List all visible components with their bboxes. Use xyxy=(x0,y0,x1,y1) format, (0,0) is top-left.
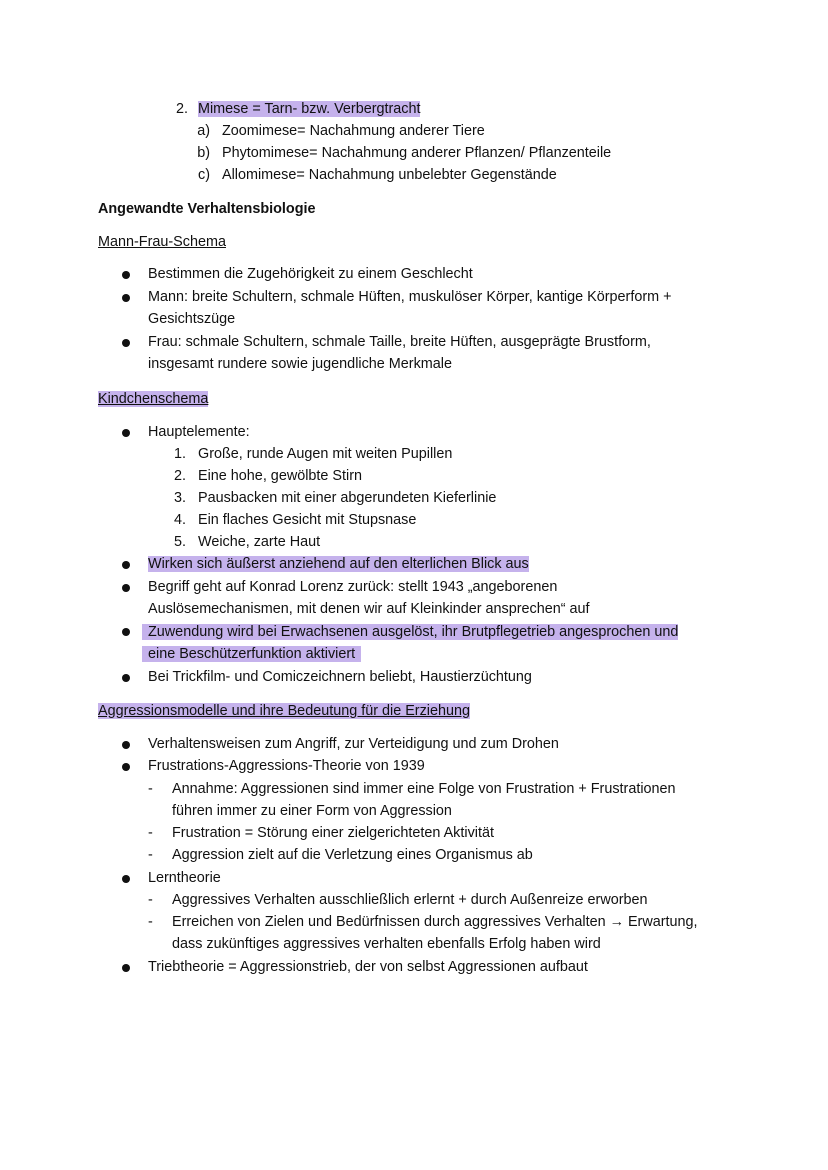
list-number: 5. xyxy=(173,534,186,550)
dash-marker: - xyxy=(148,781,153,797)
list-item: Frustrations-Aggressions-Theorie von 1939 xyxy=(148,758,425,774)
bullet-icon xyxy=(122,674,130,682)
bullet-icon xyxy=(122,964,130,972)
list-item: Eine hohe, gewölbte Stirn xyxy=(198,468,363,484)
list-item: Wirken sich äußerst anziehend auf den elterlichen Blick aus xyxy=(148,556,529,572)
list-item: Zuwendung wird bei Erwachsenen ausgelöst, ihr Brutpflegetrieb angesprochen und xyxy=(142,621,678,643)
list-number: 1. xyxy=(173,446,186,462)
section-heading: Angewandte Verhaltensbiologie xyxy=(98,201,316,217)
sub-item: Aggression zielt auf die Verletzung eines Organismus ab xyxy=(172,847,533,863)
mimese-title: Mimese = Tarn- bzw. Verbergtracht xyxy=(198,101,421,117)
list-number: 2. xyxy=(173,468,186,484)
dash-marker: - xyxy=(148,825,153,841)
dash-marker: - xyxy=(148,914,153,930)
list-item: Bei Trickfilm- und Comiczeichnern beliebt, Haustierzüchtung xyxy=(148,669,532,685)
list-marker: b) xyxy=(197,145,210,161)
list-item: Pausbacken mit einer abgerundeten Kieferlinie xyxy=(198,490,497,506)
bullet-icon xyxy=(122,561,130,569)
list-marker: a) xyxy=(197,123,210,139)
bullet-icon xyxy=(122,429,130,437)
list-number: 2. xyxy=(175,101,188,117)
list-item: Mann: breite Schultern, schmale Hüften, muskulöser Körper, kantige Körperform + xyxy=(148,289,672,305)
list-item: Allomimese= Nachahmung unbelebter Gegenstände xyxy=(222,167,557,183)
list-item: Phytomimese= Nachahmung anderer Pflanzen/ Pflanzenteile xyxy=(222,145,612,161)
bullet-icon xyxy=(122,294,130,302)
sub-item: Frustration = Störung einer zielgerichteten Aktivität xyxy=(172,825,494,841)
dash-marker: - xyxy=(148,847,153,863)
aggression-heading: Aggressionsmodelle und ihre Bedeutung für die Erziehung xyxy=(98,703,470,719)
list-item: Hauptelemente: xyxy=(148,424,250,440)
list-item: Lerntheorie xyxy=(148,870,221,886)
bullet-icon xyxy=(122,271,130,279)
sub-item-continuation: führen immer zu einer Form von Aggression xyxy=(172,803,452,819)
bullet-icon xyxy=(122,339,130,347)
list-number: 4. xyxy=(173,512,186,528)
bullet-icon xyxy=(122,763,130,771)
sub-item: Annahme: Aggressionen sind immer eine Folge von Frustration + Frustrationen xyxy=(172,781,676,797)
list-item: Zoomimese= Nachahmung anderer Tiere xyxy=(222,123,485,139)
list-item-continuation: Auslösemechanismen, mit denen wir auf Kleinkinder ansprechen“ auf xyxy=(148,601,590,617)
list-item-continuation: eine Beschützerfunktion aktiviert xyxy=(142,643,361,665)
list-item-continuation: Gesichtszüge xyxy=(148,311,236,327)
list-number: 3. xyxy=(173,490,186,506)
bullet-icon xyxy=(122,875,130,883)
kindchen-heading: Kindchenschema xyxy=(98,391,209,407)
list-item: Ein flaches Gesicht mit Stupsnase xyxy=(198,512,417,528)
bullet-icon xyxy=(122,741,130,749)
list-item-continuation: insgesamt rundere sowie jugendliche Merkmale xyxy=(148,356,452,372)
list-item: Frau: schmale Schultern, schmale Taille, breite Hüften, ausgeprägte Brustform, xyxy=(148,334,651,350)
list-item: Weiche, zarte Haut xyxy=(198,534,321,550)
list-item: Verhaltensweisen zum Angriff, zur Verteidigung und zum Drohen xyxy=(148,736,559,752)
list-item: Begriff geht auf Konrad Lorenz zurück: stellt 1943 „angeborenen xyxy=(148,579,558,595)
dash-marker: - xyxy=(148,892,153,908)
list-item: Triebtheorie = Aggressionstrieb, der von selbst Aggressionen aufbaut xyxy=(148,959,588,975)
sub-item-continuation: dass zukünftiges aggressives verhalten ebenfalls Erfolg haben wird xyxy=(172,936,601,952)
list-item: Große, runde Augen mit weiten Pupillen xyxy=(198,446,453,462)
sub-item: Erreichen von Zielen und Bedürfnissen durch aggressives Verhalten → Erwartung, xyxy=(172,914,698,930)
bullet-icon xyxy=(122,584,130,592)
mann-frau-heading: Mann-Frau-Schema xyxy=(98,234,226,250)
list-item: Bestimmen die Zugehörigkeit zu einem Geschlecht xyxy=(148,266,473,282)
bullet-icon xyxy=(122,628,130,636)
list-marker: c) xyxy=(198,167,210,183)
sub-item: Aggressives Verhalten ausschließlich erlernt + durch Außenreize erworben xyxy=(172,892,648,908)
